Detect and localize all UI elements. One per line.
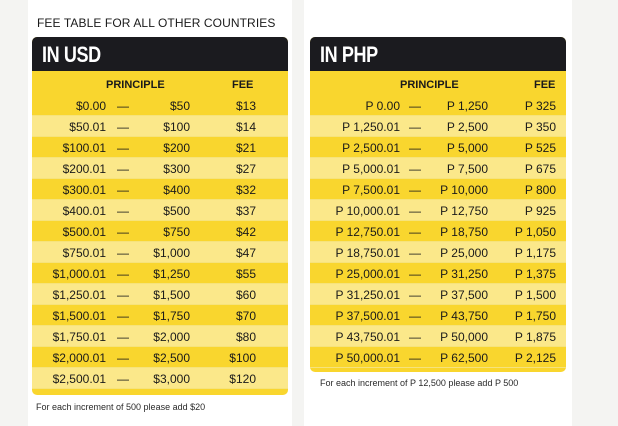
range-to: P 18,750 xyxy=(440,225,488,239)
range-from: $0.00 xyxy=(75,99,106,113)
range-dash: — xyxy=(117,204,129,218)
usd-rows xyxy=(32,95,288,389)
range-dash: — xyxy=(117,162,129,176)
range-to: $50 xyxy=(169,99,190,113)
usd-table-header xyxy=(32,37,288,71)
range-from: P 2,500.01 xyxy=(342,141,400,155)
table-row xyxy=(310,221,566,242)
fee-value: $13 xyxy=(235,99,256,113)
range-to: $1,250 xyxy=(153,267,190,281)
usd-column-headers xyxy=(32,71,288,95)
range-dash: — xyxy=(409,120,421,134)
range-dash: — xyxy=(117,267,129,281)
table-row xyxy=(310,263,566,284)
fee-value: P 1,050 xyxy=(514,225,556,239)
range-dash: — xyxy=(117,309,129,323)
fee-value: $32 xyxy=(235,183,256,197)
range-to: $2,500 xyxy=(153,351,190,365)
range-from: $300.01 xyxy=(62,183,106,197)
range-to: $750 xyxy=(163,225,190,239)
table-row xyxy=(32,221,288,242)
fee-value: P 1,175 xyxy=(514,246,556,260)
table-row xyxy=(32,242,288,263)
table-row xyxy=(310,95,566,116)
php-col-principle: PRINCIPLE xyxy=(400,79,459,91)
range-from: P 50,000.01 xyxy=(335,351,400,365)
range-to: P 7,500 xyxy=(446,162,488,176)
table-row xyxy=(310,284,566,305)
table-row xyxy=(32,200,288,221)
range-from: $500.01 xyxy=(62,225,106,239)
range-dash: — xyxy=(117,99,129,113)
range-from: P 10,000.01 xyxy=(335,204,400,218)
table-row xyxy=(310,137,566,158)
usd-fee-table xyxy=(32,37,288,395)
php-table-header xyxy=(310,37,566,71)
range-dash: — xyxy=(409,162,421,176)
range-from: P 1,250.01 xyxy=(342,120,400,134)
range-to: P 12,750 xyxy=(440,204,488,218)
range-dash: — xyxy=(409,267,421,281)
table-row xyxy=(32,305,288,326)
range-from: P 12,750.01 xyxy=(335,225,400,239)
range-to: $1,750 xyxy=(153,309,190,323)
range-dash: — xyxy=(117,120,129,134)
php-fee-table xyxy=(310,37,566,372)
range-from: $50.01 xyxy=(69,120,106,134)
fee-value: P 800 xyxy=(524,183,556,197)
fee-value: $80 xyxy=(235,330,256,344)
fee-value: $21 xyxy=(235,141,256,155)
fee-value: $14 xyxy=(235,120,256,134)
usd-col-principle: PRINCIPLE xyxy=(106,79,165,91)
fee-value: $27 xyxy=(235,162,256,176)
range-dash: — xyxy=(409,288,421,302)
fee-value: P 325 xyxy=(524,99,556,113)
range-dash: — xyxy=(117,372,129,386)
range-from: P 5,000.01 xyxy=(342,162,400,176)
range-dash: — xyxy=(409,183,421,197)
fee-value: P 525 xyxy=(524,141,556,155)
table-row xyxy=(32,347,288,368)
table-row xyxy=(32,263,288,284)
range-from: P 37,500.01 xyxy=(335,309,400,323)
range-to: $400 xyxy=(163,183,190,197)
table-row xyxy=(310,326,566,347)
fee-value: P 675 xyxy=(524,162,556,176)
table-row xyxy=(310,305,566,326)
table-row xyxy=(310,347,566,368)
usd-heading: IN USD xyxy=(42,42,101,67)
range-to: $200 xyxy=(163,141,190,155)
fee-value: $42 xyxy=(235,225,256,239)
range-to: P 10,000 xyxy=(440,183,488,197)
fee-value: $100 xyxy=(229,351,256,365)
range-from: $200.01 xyxy=(62,162,106,176)
table-row xyxy=(32,179,288,200)
range-to: $1,000 xyxy=(153,246,190,260)
php-rows xyxy=(310,95,566,368)
range-dash: — xyxy=(409,225,421,239)
range-from: P 43,750.01 xyxy=(335,330,400,344)
fee-value: $70 xyxy=(235,309,256,323)
table-row xyxy=(32,284,288,305)
range-from: P 7,500.01 xyxy=(342,183,400,197)
fee-value: P 350 xyxy=(524,120,556,134)
range-dash: — xyxy=(117,288,129,302)
range-dash: — xyxy=(117,351,129,365)
range-from: $1,500.01 xyxy=(52,309,106,323)
php-heading: IN PHP xyxy=(320,42,378,67)
range-to: P 2,500 xyxy=(446,120,488,134)
table-row xyxy=(310,242,566,263)
range-to: P 31,250 xyxy=(440,267,488,281)
range-from: $100.01 xyxy=(62,141,106,155)
range-to: $1,500 xyxy=(153,288,190,302)
range-to: $3,000 xyxy=(153,372,190,386)
fee-value: $47 xyxy=(235,246,256,260)
fee-value: P 2,125 xyxy=(514,351,556,365)
table-row xyxy=(310,179,566,200)
range-from: $750.01 xyxy=(62,246,106,260)
table-row xyxy=(32,116,288,137)
table-row xyxy=(32,368,288,389)
range-dash: — xyxy=(409,309,421,323)
table-row xyxy=(32,158,288,179)
range-dash: — xyxy=(409,330,421,344)
usd-footnote: For each increment of 500 please add $20 xyxy=(36,402,206,412)
table-row xyxy=(310,200,566,221)
range-from: P 0.00 xyxy=(365,99,400,113)
fee-value: $60 xyxy=(235,288,256,302)
range-to: P 1,250 xyxy=(446,99,488,113)
fee-value: P 1,750 xyxy=(514,309,556,323)
range-from: P 31,250.01 xyxy=(335,288,400,302)
range-to: P 25,000 xyxy=(440,246,488,260)
range-to: P 5,000 xyxy=(446,141,488,155)
range-to: P 43,750 xyxy=(440,309,488,323)
range-to: P 37,500 xyxy=(440,288,488,302)
range-dash: — xyxy=(409,351,421,365)
table-row xyxy=(310,116,566,137)
range-to: $100 xyxy=(163,120,190,134)
table-row xyxy=(32,95,288,116)
range-from: $1,000.01 xyxy=(52,267,106,281)
fee-value: $55 xyxy=(235,267,256,281)
range-from: P 25,000.01 xyxy=(335,267,400,281)
range-dash: — xyxy=(117,330,129,344)
range-from: $2,500.01 xyxy=(52,372,106,386)
range-dash: — xyxy=(409,204,421,218)
php-col-fee: FEE xyxy=(534,79,556,91)
page-title: FEE TABLE FOR ALL OTHER COUNTRIES xyxy=(37,16,276,30)
usd-col-fee: FEE xyxy=(232,79,254,91)
range-to: $500 xyxy=(163,204,190,218)
range-to: $300 xyxy=(163,162,190,176)
fee-value: $37 xyxy=(235,204,256,218)
range-dash: — xyxy=(117,183,129,197)
range-to: $2,000 xyxy=(153,330,190,344)
fee-value: P 1,500 xyxy=(514,288,556,302)
range-from: P 18,750.01 xyxy=(335,246,400,260)
range-dash: — xyxy=(117,225,129,239)
range-dash: — xyxy=(409,99,421,113)
table-row xyxy=(32,326,288,347)
range-to: P 50,000 xyxy=(440,330,488,344)
fee-value: P 925 xyxy=(524,204,556,218)
table-row xyxy=(310,158,566,179)
range-from: $1,750.01 xyxy=(52,330,106,344)
php-column-headers xyxy=(310,71,566,95)
fee-value: $120 xyxy=(229,372,256,386)
range-dash: — xyxy=(409,246,421,260)
range-to: P 62,500 xyxy=(440,351,488,365)
fee-value: P 1,375 xyxy=(514,267,556,281)
table-row xyxy=(32,137,288,158)
range-dash: — xyxy=(117,246,129,260)
range-from: $400.01 xyxy=(62,204,106,218)
php-footnote: For each increment of P 12,500 please add P 500 xyxy=(320,378,519,388)
range-dash: — xyxy=(117,141,129,155)
range-from: $2,000.01 xyxy=(52,351,106,365)
range-dash: — xyxy=(409,141,421,155)
range-from: $1,250.01 xyxy=(52,288,106,302)
fee-value: P 1,875 xyxy=(514,330,556,344)
